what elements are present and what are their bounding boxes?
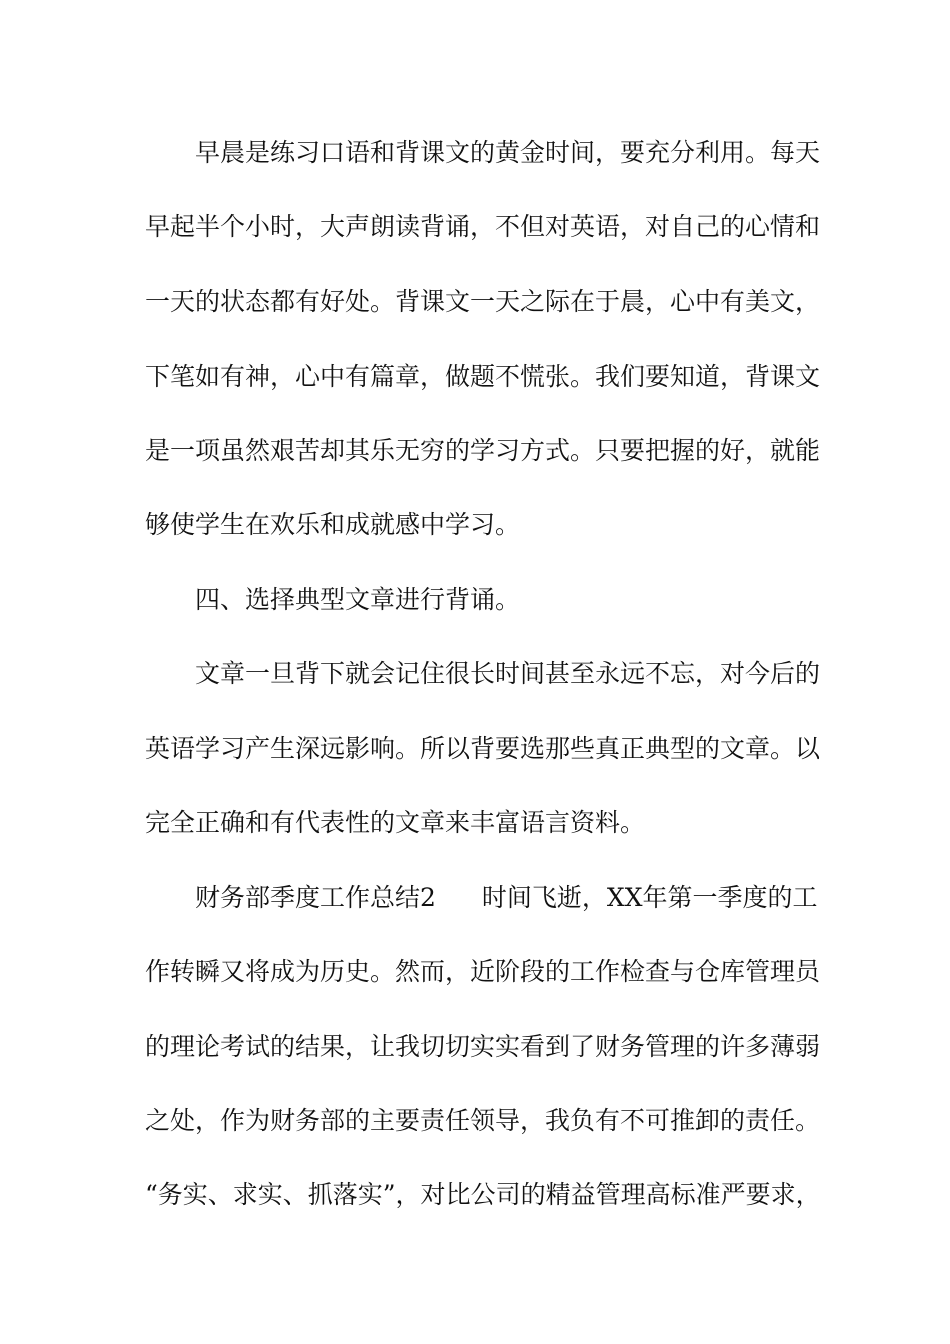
paragraph-morning-line-3: 一天的状态都有好处。背课文一天之际在于晨，心中有美文，	[145, 287, 821, 316]
paragraph-morning-line-1: 早晨是练习口语和背课文的黄金时间，要充分利用。每天	[195, 138, 821, 167]
section-heading-four: 四、选择典型文章进行背诵。	[195, 585, 521, 614]
paragraph-articles-line-3: 完全正确和有代表性的文章来丰富语言资料。	[145, 808, 646, 837]
paragraph-articles-line-2: 英语学习产生深远影响。所以背要选那些真正典型的文章。以	[145, 734, 821, 763]
finance-summary-line-5: “务实、求实、抓落实”，对比公司的精益管理高标准严要求，	[145, 1180, 821, 1209]
paragraph-morning-line-6: 够使学生在欢乐和成就感中学习。	[145, 510, 521, 539]
finance-summary-line-3: 的理论考试的结果，让我切切实实看到了财务管理的许多薄弱	[145, 1032, 821, 1061]
finance-summary-line-4: 之处，作为财务部的主要责任领导，我负有不可推卸的责任。	[145, 1106, 821, 1135]
finance-summary-line-2: 作转瞬又将成为历史。然而，近阶段的工作检查与仓库管理员	[145, 957, 821, 986]
finance-summary-opening: 时间飞逝，XX年第一季度的工	[481, 883, 818, 912]
paragraph-morning-line-2: 早起半个小时，大声朗读背诵，不但对英语，对自己的心情和	[145, 212, 821, 241]
paragraph-morning-line-5: 是一项虽然艰苦却其乐无穷的学习方式。只要把握的好，就能	[145, 436, 821, 465]
finance-summary-title: 财务部季度工作总结2	[195, 883, 436, 912]
paragraph-morning-line-4: 下笔如有神，心中有篇章，做题不慌张。我们要知道，背课文	[145, 362, 821, 391]
paragraph-articles-line-1: 文章一旦背下就会记住很长时间甚至永远不忘，对今后的	[195, 659, 821, 688]
finance-summary-first-line	[195, 876, 835, 920]
